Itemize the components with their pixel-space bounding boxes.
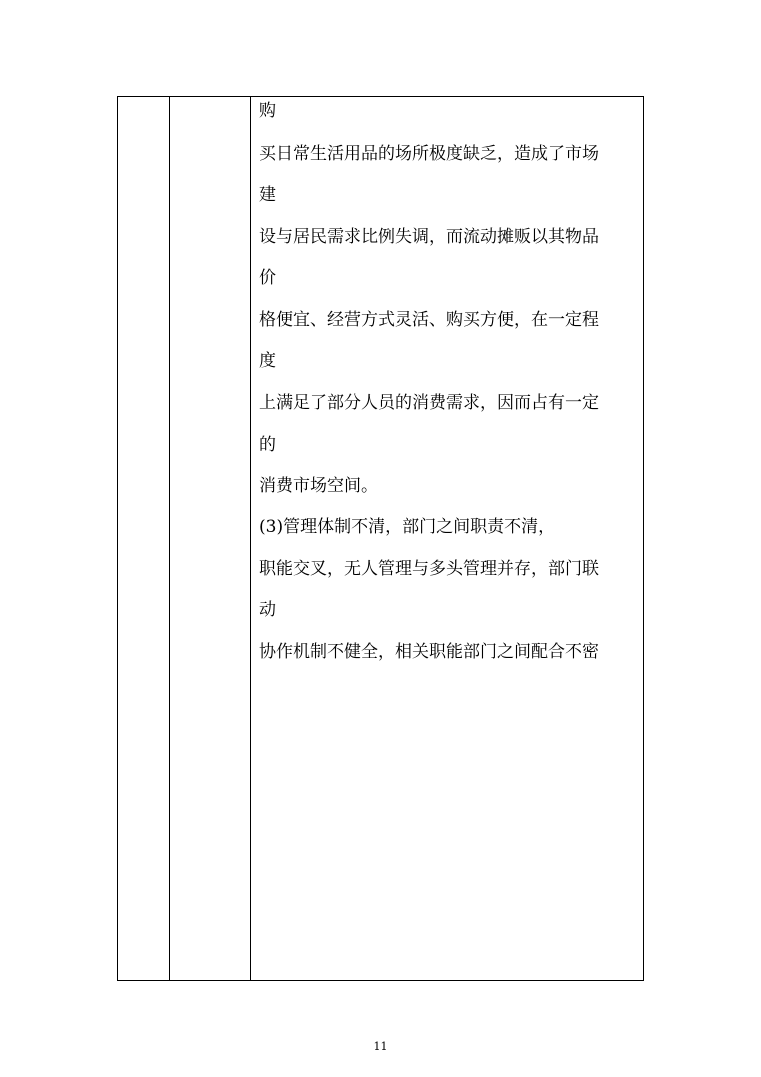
text-line: 职能交叉，无人管理与多头管理并存，部门联 xyxy=(259,559,599,579)
text-line: 消费市场空间。 xyxy=(259,476,378,496)
text-line: 格便宜、经营方式灵活、购买方便，在一定程 xyxy=(259,310,599,330)
text-line: 的 xyxy=(259,435,276,455)
column-divider-2 xyxy=(250,97,251,980)
text-line: 建 xyxy=(259,185,276,205)
page-number: 11 xyxy=(373,1040,388,1053)
text-line: 协作机制不健全，相关职能部门之间配合不密 xyxy=(259,642,599,662)
text-line: 买日常生活用品的场所极度缺乏，造成了市场 xyxy=(259,144,599,164)
text-line: 度 xyxy=(259,351,276,371)
text-line: 动 xyxy=(259,600,276,620)
column-divider-1 xyxy=(169,97,170,980)
text-line: 上满足了部分人员的消费需求，因而占有一定 xyxy=(259,393,599,413)
text-line: (3)管理体制不清，部门之间职责不清， xyxy=(259,517,556,537)
content-table xyxy=(117,96,644,981)
text-line: 设与居民需求比例失调，而流动摊贩以其物品 xyxy=(259,227,599,247)
text-line: 价 xyxy=(259,268,276,288)
text-line: 购 xyxy=(259,101,276,121)
